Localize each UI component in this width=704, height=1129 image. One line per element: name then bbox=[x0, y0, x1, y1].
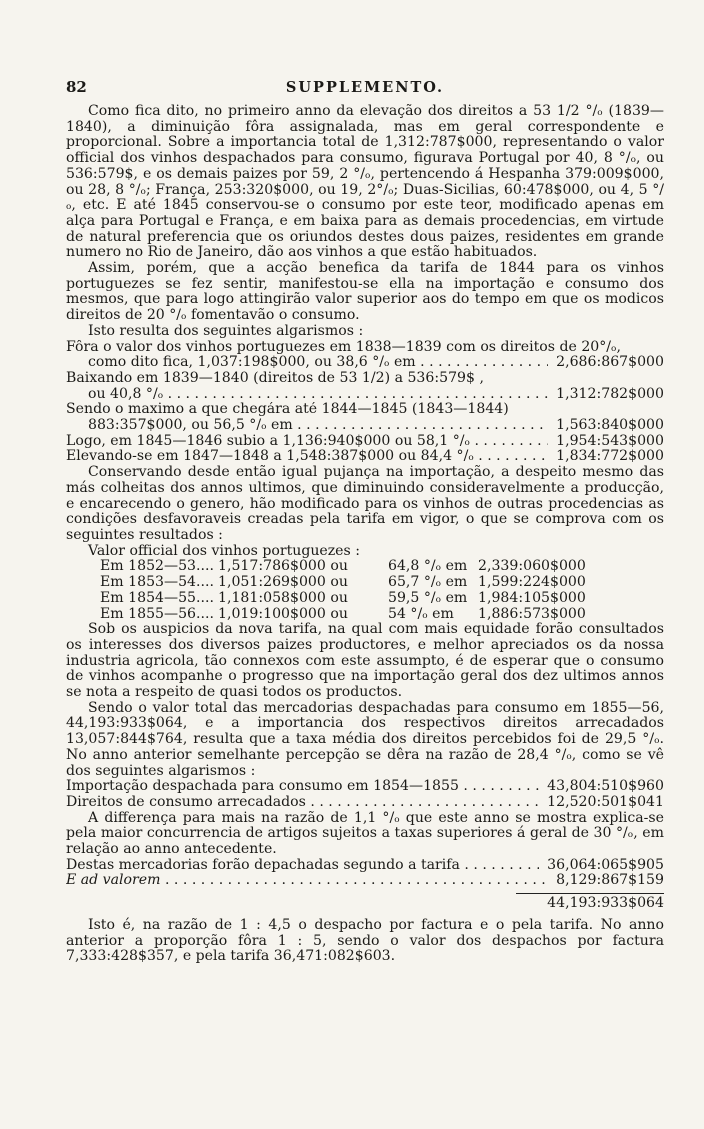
paragraph-8: A differença para mais na razão de 1,1 °/ₒ que este anno se mostra explica-se pela maior concurrencia de artigos sujeitos a taxas superiores á geral de 30 °/ₒ, em relação ao anno antecedente. bbox=[66, 809, 664, 858]
table-row: Em 1855—56.... 1,019:100$000 ou 54 °/ₒ em 1,886:573$000 bbox=[100, 605, 586, 622]
paragraph-5: Valor official dos vinhos portuguezes : bbox=[88, 542, 360, 559]
paragraph-6: Sob os auspicios da nova tarifa, na qual com mais equidade forão consultados os interesses dos diversos paizes productores, e melhor apreciados os da nossa industria agricola, tão connexos com este assumpto, é de esperar que o consumo de vinhos acompanhe o progresso que na importação geral dos dez ultimos annos se nota a respeito de quasi todos os productos. bbox=[66, 621, 664, 701]
list-item: Elevando-se em 1847—1848 a 1,548:387$000 ou 84,4 °/ₒ . . . 1,834:772$000 bbox=[66, 449, 664, 465]
running-head: SUPPLEMENTO. bbox=[285, 79, 445, 96]
paragraph-1: Como fica dito, no primeiro anno da elevação dos direitos a 53 1/2 °/ₒ (1839—1840), a diminuição fôra assignalada, mas em geral correspondente e proporcional. Sobre a importancia total de 1,312:787$000, representando o valor official dos vinhos despachados para consumo, figurava Portugal por 40, 8 °/ₒ, ou 536:579$, e os demais paizes por 59, 2 °/ₒ, pertencendo á Hespanha 379:009$000, ou 28, 8 °/ₒ; França, 253:320$000, ou 19, 2°/ₒ; Duas-Sicilias, 60:478$000, ou 4, 5 °/ₒ, etc. E até 1845 conservou-se o consumo por este teor, modificado apenas em alça para Portugal e França, e em baixa para as demais procedencias, em virtude de natural preferencia que os oriundos destes dous paizes, residentes em grande numero no Rio de Janeiro, dão aos vinhos a que estão habituados. bbox=[66, 103, 664, 261]
paragraph-9: Isto é, na razão de 1 : 4,5 o despacho por factura e o pela tarifa. No anno anterior a proporção fôra 1 : 5, sendo o valor dos despachos por factura 7,333:428$357, e pela tarifa 36,471:082$603. bbox=[66, 916, 664, 965]
list-item: Logo, em 1845—1846 subio a 1,136:940$000 ou 58,1 °/ₒ . . . 1,954:543$000 bbox=[66, 434, 664, 450]
figures-list-1 bbox=[66, 340, 664, 466]
paragraph-7: Sendo o valor total das mercadorias despachadas para consumo em 1855—56, 44,193:933$064, e a importancia dos respectivos direitos arrecadados 13,057:844$764, resulta que a taxa média dos direitos percebidos foi de 29,5 °/ₒ. No anno anterior semelhante percepção se dêra na razão de 28,4 °/ₒ, como se vê dos seguintes algarismos : bbox=[66, 699, 664, 779]
list-item: como dito fica, 1,037:198$000, ou 38,6 °/ₒ em . . . 2,686:867$000 bbox=[66, 355, 664, 371]
page-body bbox=[66, 104, 664, 965]
table-row: Em 1854—55.... 1,181:058$000 ou 59,5 °/ₒ em 1,984:105$000 bbox=[100, 589, 586, 606]
list-item: Direitos de consumo arrecadados . . . 12,520:501$041 bbox=[66, 795, 664, 811]
figures-list-2 bbox=[66, 779, 664, 810]
table-row: Em 1852—53.... 1,517:786$000 ou 64,8 °/ₒ em 2,339:060$000 bbox=[100, 558, 586, 575]
paragraph-2: Assim, porém, que a acção benefica da tarifa de 1844 para os vinhos portuguezes se fez sentir, manifestou-se ella na importação e consumo dos mesmos, que para logo attingirão valor superior aos do tempo em que os modicos direitos de 20 °/ₒ fomentavão o consumo. bbox=[66, 260, 664, 324]
list-item: ou 40,8 °/ₒ . . . 1,312:782$000 bbox=[66, 387, 664, 403]
list-item: Baixando em 1839—1840 (direitos de 53 1/2) a 536:579$ , bbox=[66, 370, 484, 386]
paragraph-4: Conservando desde então igual pujança na importação, a despeito mesmo das más colheitas dos annos ultimos, que diminuindo consideravelmente a producção, e encarecendo o genero, hão modificado para os vinhos de outras procedencias as condições desfavoraveis creadas pela tarifa em vigor, o que se comprova com os seguintes resultados : bbox=[66, 464, 664, 543]
figures-list-3 bbox=[66, 858, 664, 912]
sum-total: 44,193:933$064 bbox=[516, 893, 664, 912]
paragraph-3: Isto resulta dos seguintes algarismos : bbox=[88, 322, 364, 339]
page-number: 82 bbox=[66, 78, 87, 96]
list-item: Fôra o valor dos vinhos portuguezes em 1838—1839 com os direitos de 20°/ₒ, bbox=[66, 339, 621, 355]
list-item: 883:357$000, ou 56,5 °/ₒ em . . . 1,563:840$000 bbox=[66, 418, 664, 434]
page-header bbox=[66, 80, 664, 100]
list-item: Sendo o maximo a que chegára até 1844—1845 (1843—1844) bbox=[66, 402, 509, 418]
list-item: Importação despachada para consumo em 1854—1855 . . . 43,804:510$960 bbox=[66, 779, 664, 795]
list-item: Destas mercadorias forão depachadas segundo a tarifa . . . 36,064:065$905 bbox=[66, 858, 664, 874]
wine-values-table bbox=[66, 559, 664, 622]
list-item: E ad valorem . . . 8,129:867$159 bbox=[66, 873, 664, 889]
table-row: Em 1853—54.... 1,051:269$000 ou 65,7 °/ₒ em 1,599:224$000 bbox=[100, 574, 586, 591]
